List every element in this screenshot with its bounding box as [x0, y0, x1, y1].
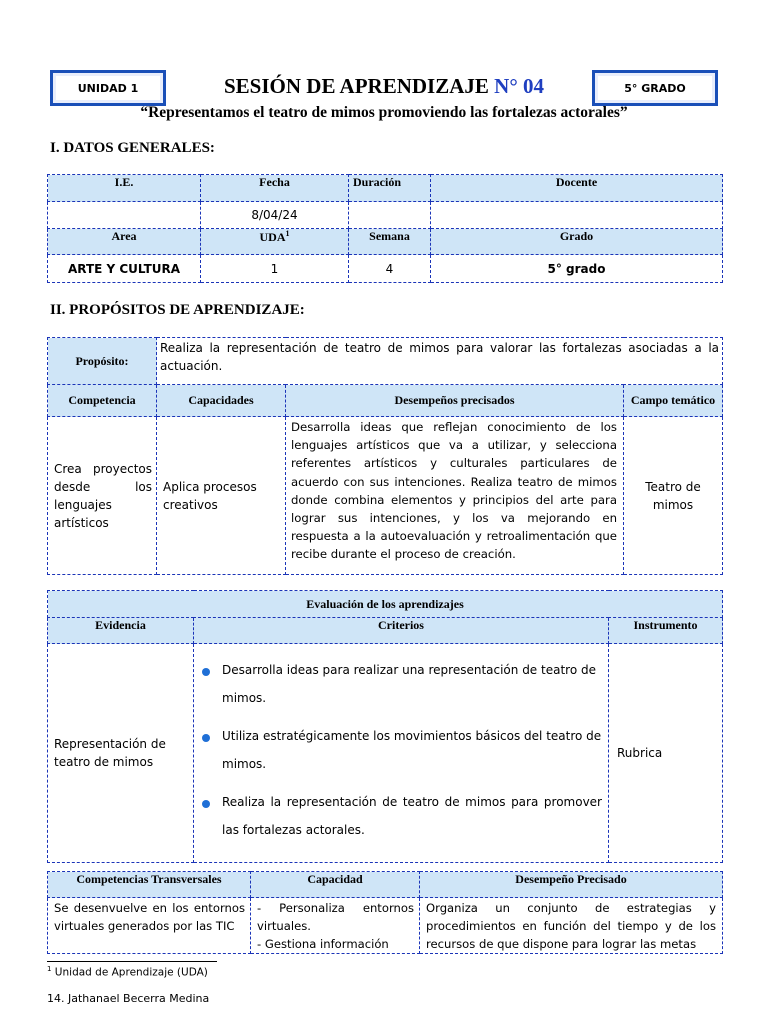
section-propositos-heading: II. PROPÓSITOS DE APRENDIZAJE: [50, 302, 305, 318]
value-area: ARTE Y CULTURA [48, 255, 201, 283]
header-area: Area [48, 229, 201, 255]
capacidad-item: - Personaliza entornos virtuales. [257, 901, 414, 933]
evaluacion-table [47, 590, 723, 863]
header-capacidad: Capacidad [251, 872, 420, 898]
header-uda: UDA$^1$ [201, 229, 349, 255]
bullet-icon [202, 734, 210, 742]
title-main: SESIÓN DE APRENDIZAJE [224, 74, 489, 98]
session-subtitle: “Representamos el teatro de mimos promoviendo las fortalezas actorales” [140, 104, 628, 121]
instrumento-text: Rubrica [609, 644, 723, 863]
value-fecha: 8/04/24 [201, 202, 349, 229]
criterios-list [194, 644, 609, 863]
page-footer: 14. Jathanael Becerra Medina [47, 992, 210, 1005]
header-desempenos: Desempeños precisados [286, 385, 624, 417]
value-ie [48, 202, 201, 229]
bullet-icon [202, 668, 210, 676]
session-number: N° 04 [488, 74, 544, 98]
transversal-desempeno-text: Organiza un conjunto de estrategias y procedimientos en función del tiempo y de los recursos de que dispone para lograr las metas [420, 898, 723, 954]
header-ie: I.E. [48, 175, 201, 202]
value-duracion [349, 202, 431, 229]
value-semana: 4 [349, 255, 431, 283]
transversal-table [47, 871, 723, 954]
criterio-item: Utiliza estratégicamente los movimientos básicos del teatro de mimos. [198, 730, 602, 778]
datos-generales-table [47, 174, 723, 283]
header-competencias-transversales: Competencias Transversales [48, 872, 251, 898]
footnote: $^1$ Unidad de Aprendizaje (UDA) [47, 965, 208, 979]
uda-footnote-mark: 1 [285, 229, 290, 238]
bullet-icon [202, 800, 210, 808]
header-competencia: Competencia [48, 385, 157, 417]
transversal-competencia-text: Se desenvuelve en los entornos virtuales generados por las TIC [48, 898, 251, 954]
header-campo-tematico: Campo temático [624, 385, 723, 417]
value-grado: 5° grado [431, 255, 723, 283]
criterio-item: Realiza la representación de teatro de mimos para promover las fortalezas actorales. [198, 796, 602, 844]
evidencia-text: Representación de teatro de mimos [48, 644, 194, 863]
header-capacidades: Capacidades [157, 385, 286, 417]
capacidades-text: Aplica procesos creativos [157, 417, 286, 575]
section-datos-generales-heading: I. DATOS GENERALES: [50, 140, 215, 156]
competencia-text: Crea proyectos desde los lenguajes artísticos [48, 417, 157, 575]
purpose-text: Realiza la representación de teatro de mimos para valorar las fortalezas asociadas a la actuación. [157, 338, 723, 385]
header-duracion: Duración [349, 175, 431, 202]
page-title [0, 74, 768, 99]
footnote-divider [47, 961, 217, 962]
capacidad-item: - Gestiona información [257, 937, 389, 951]
evaluacion-title: Evaluación de los aprendizajes [48, 591, 723, 618]
criterio-item: Desarrolla ideas para realizar una representación de teatro de mimos. [198, 664, 602, 712]
header-instrumento: Instrumento [609, 618, 723, 644]
desempenos-text: Desarrolla ideas que reflejan conocimiento de los lenguajes artísticos que va a utilizar, y selecciona referentes artísticos y culturales particulares de acuerdo con sus intenciones. Realiza teatro de mimos donde combina elementos y principios del arte para lograr sus intenciones, y los va mejorando en respuesta a la autoevaluación y retroalimentación que recibe durante el proceso de creación. [286, 417, 624, 575]
purpose-label: Propósito: [48, 338, 157, 385]
grade-badge: 5° GRADO [592, 70, 718, 106]
header-docente: Docente [431, 175, 723, 202]
propositos-table [47, 337, 723, 575]
unit-badge: UNIDAD 1 [50, 70, 166, 106]
value-docente [431, 202, 723, 229]
campo-tematico-text: Teatro de mimos [624, 417, 723, 575]
header-grado: Grado [431, 229, 723, 255]
header-semana: Semana [349, 229, 431, 255]
value-uda: 1 [201, 255, 349, 283]
header-fecha: Fecha [201, 175, 349, 202]
header-desempeno-precisado: Desempeño Precisado [420, 872, 723, 898]
header-evidencia: Evidencia [48, 618, 194, 644]
header-criterios: Criterios [194, 618, 609, 644]
transversal-capacidad-cell [251, 898, 420, 954]
